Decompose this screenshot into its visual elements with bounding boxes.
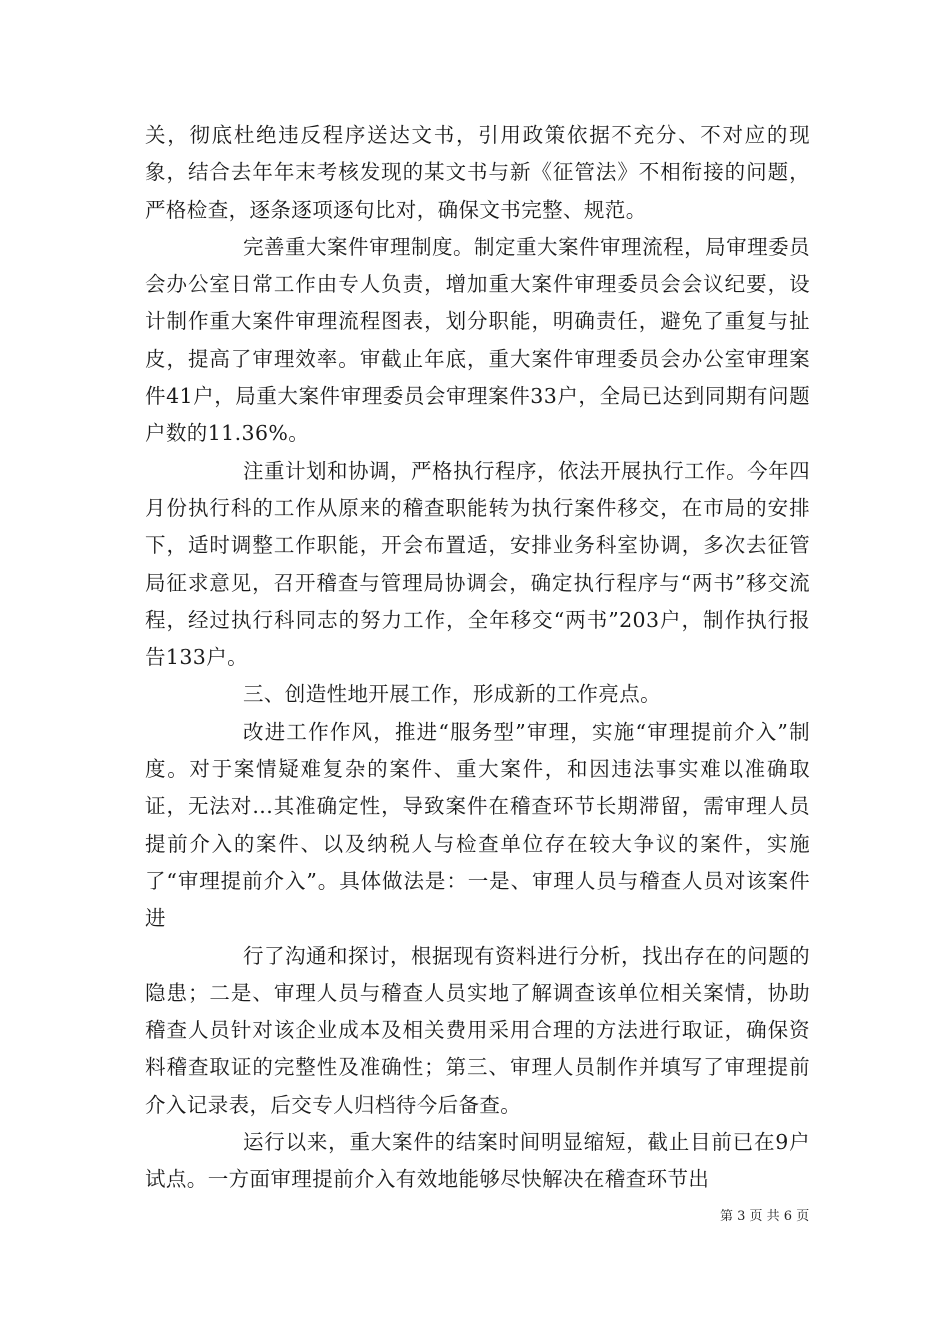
document-body xyxy=(145,117,810,1199)
paragraph-4: 改进工作作风，推进“服务型”审理，实施“审理提前介入”制度。对于案情疑难复杂的案件、重大案件，和因违法事实难以准确取证，无法对...其准确定性，导致案件在稽查环节长期滞留，需审理人员提前介入的案件、以及纳税人与检查单位存在较大争议的案件，实施了“审理提前介入”。具体做法是：一是、审理人员与稽查人员对该案件进 xyxy=(145,719,810,931)
paragraph-2: 完善重大案件审理制度。制定重大案件审理流程，局审理委员会办公室日常工作由专人负责，增加重大案件审理委员会会议纪要，设计制作重大案件审理流程图表，划分职能，明确责任，避免了重复与扯皮，提高了审理效率。审截止年底，重大案件审理委员会办公室审理案件41户，局重大案件审理委员会审理案件33户，全局已达到同期有问题户数的11.36%。 xyxy=(145,234,810,446)
paragraph-6: 运行以来，重大案件的结案时间明显缩短，截止目前已在9户试点。一方面审理提前介入有效地能够尽快解决在稽查环节出 xyxy=(145,1130,810,1192)
paragraph-3: 注重计划和协调，严格执行程序，依法开展执行工作。今年四月份执行科的工作从原来的稽查职能转为执行案件移交，在市局的安排下，适时调整工作职能，开会布置适，安排业务科室协调，多次去征管局征求意见，召开稽查与管理局协调会，确定执行程序与“两书”移交流程，经过执行科同志的努力工作，全年移交“两书”203户，制作执行报告133户。 xyxy=(145,458,810,670)
page-number: 第 3 页 共 6 页 xyxy=(720,1209,810,1224)
paragraph-5: 行了沟通和探讨，根据现有资料进行分析，找出存在的问题的隐患；二是、审理人员与稽查人员实地了解调查该单位相关案情，协助稽查人员针对该企业成本及相关费用采用合理的方法进行取证，确保资料稽查取证的完整性及准确性；第三、审理人员制作并填写了审理提前介入记录表，后交专人归档待今后备查。 xyxy=(145,943,810,1117)
section-heading-3: 三、创造性地开展工作，形成新的工作亮点。 xyxy=(243,682,661,707)
paragraph-1: 关，彻底杜绝违反程序送达文书，引用政策依据不充分、不对应的现象，结合去年年末考核发现的某文书与新《征管法》不相衔接的问题，严格检查，逐条逐项逐句比对，确保文书完整、规范。 xyxy=(145,123,810,222)
